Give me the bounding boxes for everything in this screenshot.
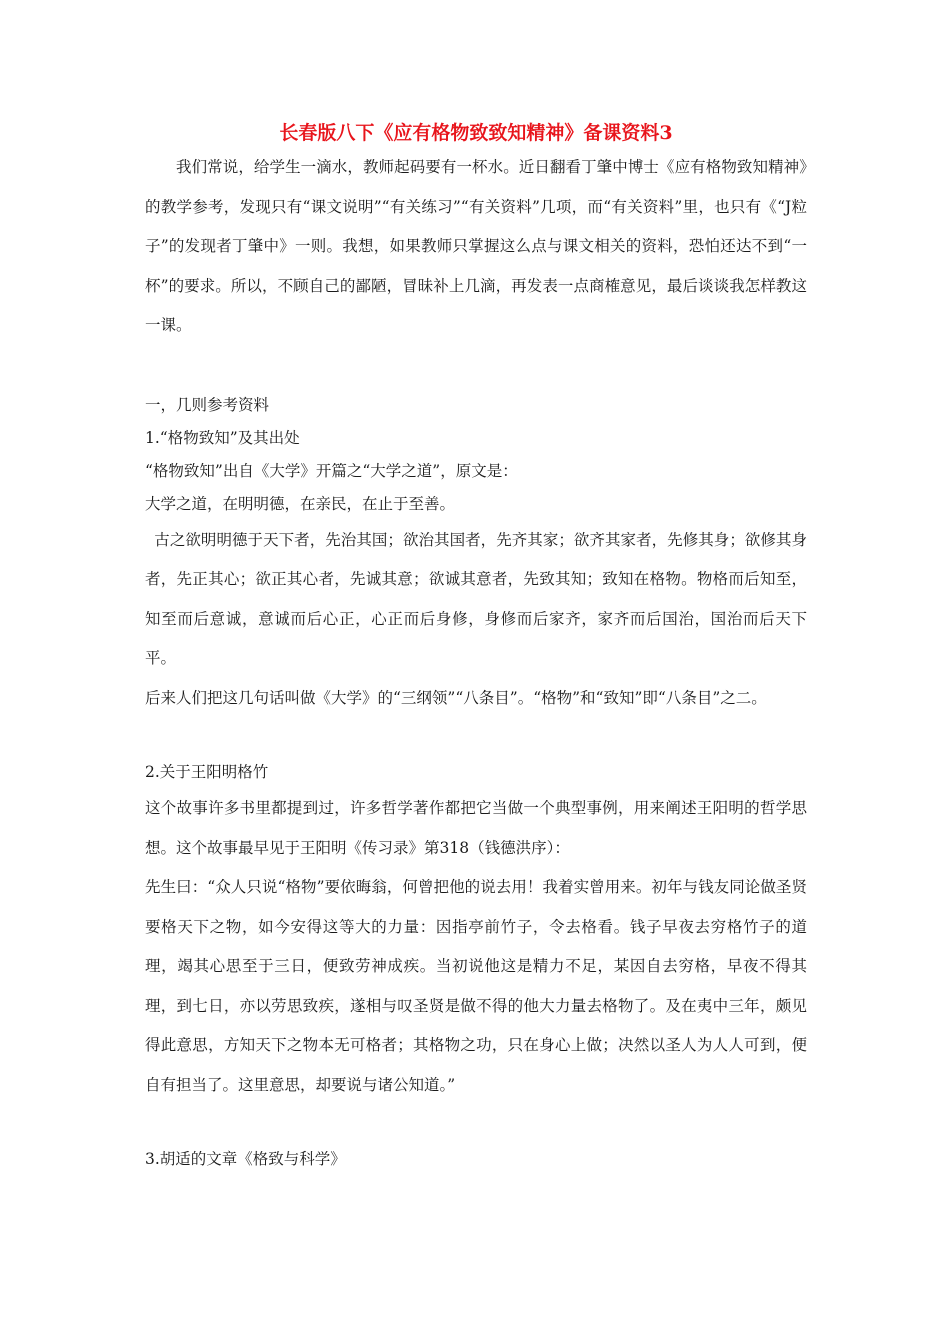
spacer xyxy=(145,1105,807,1143)
item1-line-2: 大学之道，在明明德，在亲民，在止于至善。 xyxy=(145,494,456,513)
item-heading-3: 3.胡适的文章《格致与科学》 xyxy=(145,1150,346,1168)
page-title: 长春版八下《应有格物致致知精神》备课资料3 xyxy=(279,122,673,144)
item1-quote: 古之欲明明德于天下者，先治其国；欲治其国者，先齐其家；欲齐其家者，先修其身；欲修其身者，先正其心；欲正其心者，先诚其意；欲诚其意者，先致其知；致知在格物。物格而后知至，知至而后意诚，意诚而后心正，心正而后身修，身修而后家齐，家齐而后国治，国治而后天下平。 xyxy=(145,530,807,667)
intro-paragraph: 我们常说，给学生一滴水，教师起码要有一杯水。近日翻看丁肇中博士《应有格物致知精神》的教学参考，发现只有“课文说明”“有关练习”“有关资料”几项，而“有关资料”里，也只有《“J粒子”的发现者丁肇中》一则。我想，如果教师只掌握这么点与课文相关的资料，恐怕还达不到“一杯”的要求。所以，不顾自己的鄙陋，冒昧补上几滴，再发表一点商榷意见，最后谈谈我怎样教这一课。 xyxy=(145,158,807,334)
item1-note: 后来人们把这几句话叫做《大学》的“三纲领”“八条目”。“格物”和“致知”即“八条目”之二。 xyxy=(145,688,767,707)
document-page xyxy=(145,118,807,1176)
spacer xyxy=(145,718,807,756)
item1-line-1: “格物致知”出自《大学》开篇之“大学之道”，原文是： xyxy=(145,461,518,480)
section-heading: 一，几则参考资料 xyxy=(145,395,270,414)
spacer xyxy=(145,346,807,389)
item-heading-2: 2.关于王阳明格竹 xyxy=(145,763,269,781)
item2-paragraph: 这个故事许多书里都提到过，许多哲学著作都把它当做一个典型事例，用来阐述王阳明的哲学思想。这个故事最早见于王阳明《传习录》第318（钱德洪序）： xyxy=(145,799,807,857)
item-heading-1: 1.“格物致知”及其出处 xyxy=(145,428,300,447)
item2-quote: 先生曰：“众人只说“格物”要依晦翁，何曾把他的说去用！我着实曾用来。初年与钱友同论做圣贤要格天下之物，如今安得这等大的力量：因指亭前竹子，令去格看。钱子早夜去穷格竹子的道理，竭其心思至于三日，便致劳神成疾。当初说他这是精力不足，某因自去穷格，早夜不得其理，到七日，亦以劳思致疾，遂相与叹圣贤是做不得的他大力量去格物了。及在夷中三年，颇见得此意思，方知天下之物本无可格者；其格物之功，只在身心上做；决然以圣人为人人可到，便自有担当了。这里意思，却要说与诸公知道。” xyxy=(145,878,807,1094)
